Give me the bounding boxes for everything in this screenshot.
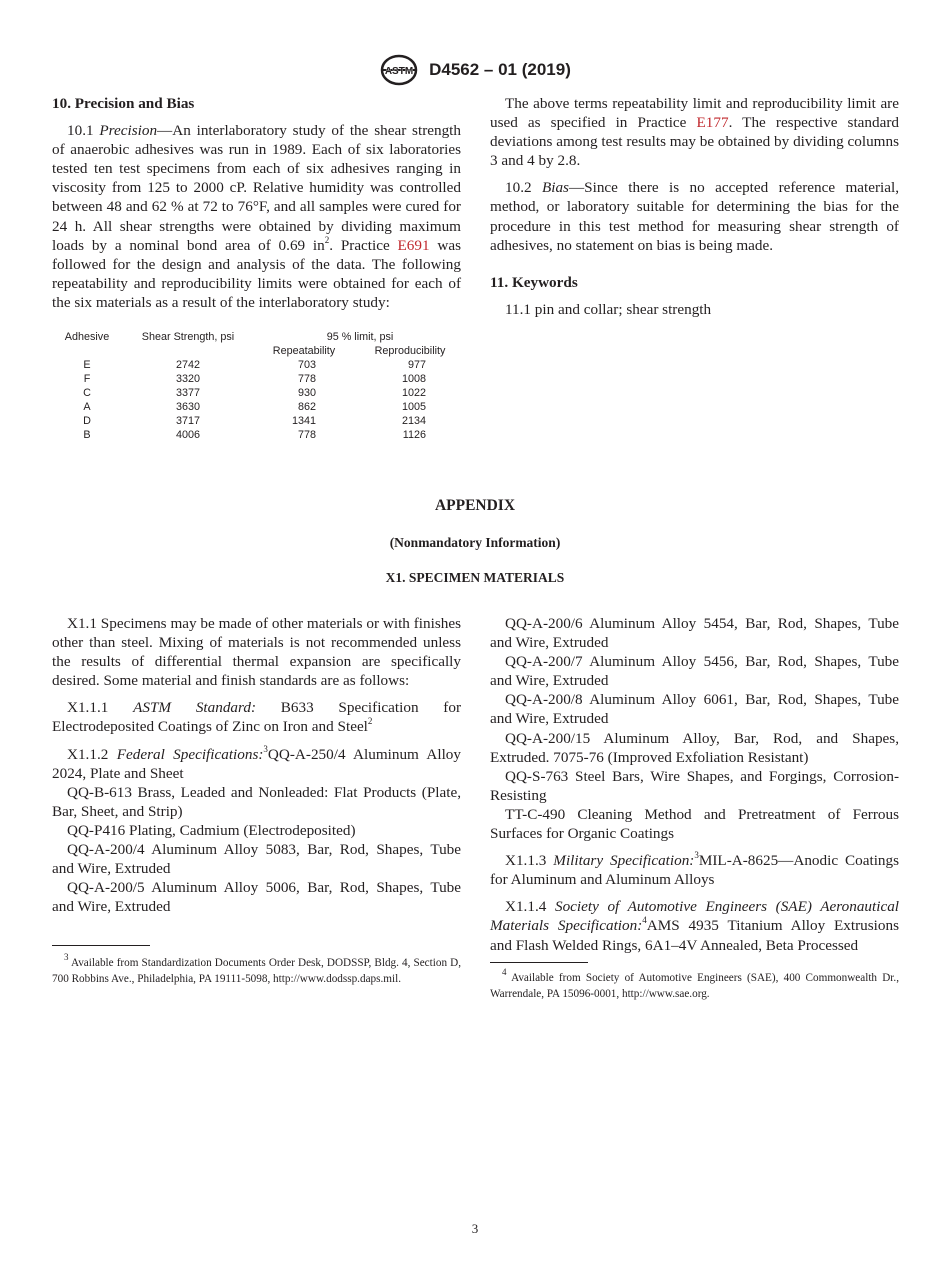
left-column-bottom xyxy=(52,614,461,916)
footnote-4: $^4$ Available from Society of Automotive Engineers (SAE), 400 Commonwealth Dr., Warrendale, PA 15096-0001, http://www.sae.org. xyxy=(490,967,899,1000)
table-cell-adhesive: C xyxy=(83,387,91,399)
table-cell-shear: 3717 xyxy=(175,415,201,427)
left-column-top xyxy=(52,94,461,312)
table-cell-repro: 2134 xyxy=(401,415,426,427)
table-cell-repro: 977 xyxy=(407,359,426,371)
paragraph-terms: The above terms repeatability limit and reproducibility limit are used as specified in Practice E177. The respective standard deviations among test results may be obtained by dividing columns 3 and 4 by 2.8. xyxy=(490,95,899,170)
page-number: 3 xyxy=(471,1221,479,1236)
table-cell-adhesive: D xyxy=(83,415,91,427)
precision-table xyxy=(52,330,466,442)
table-cell-adhesive: B xyxy=(83,429,91,441)
paragraph-11-1: 11.1 pin and collar; shear strength xyxy=(505,300,712,318)
right-column-bottom xyxy=(490,614,899,955)
table-cell-repro: 1126 xyxy=(402,429,426,441)
table-cell-adhesive: F xyxy=(83,373,91,385)
footnote-rule-right xyxy=(490,962,588,963)
list-item: QQ-A-200/15 Aluminum Alloy, Bar, Rod, and Shapes, Extruded. 7075-76 (Improved Exfoliation Resistant) xyxy=(490,729,899,766)
table-row xyxy=(52,414,466,428)
page-header xyxy=(0,54,950,86)
list-item: QQ-A-200/4 Aluminum Alloy 5083, Bar, Rod, Shapes, Tube and Wire, Extruded xyxy=(52,841,461,878)
table-row xyxy=(52,400,466,414)
header-shear: Shear Strength, psi xyxy=(141,331,235,343)
paragraph-x1-1-4: X1.1.4 Society of Automotive Engineers (SAE) Aeronautical Materials Specification:$^4$AMS 4935 Titanium Alloy Extrusions and Flash Welded Rings, 6A1–4V Annealed, Beta Processed xyxy=(490,898,900,954)
table-cell-repeat: 703 xyxy=(297,359,316,371)
astm-logo-icon xyxy=(379,54,419,86)
list-item: QQ-P416 Plating, Cadmium (Electrodeposited) xyxy=(67,821,356,839)
table-cell-adhesive: E xyxy=(83,359,91,371)
header-limit: 95 % limit, psi xyxy=(326,331,394,343)
paragraph-x1-1-1: X1.1.1 ASTM Standard: B633 Specification for Electrodeposited Coatings of Zinc on Iron and Steel$^2$ xyxy=(52,699,461,736)
table-row xyxy=(52,428,466,442)
section-heading-precision: 10. Precision and Bias xyxy=(52,95,195,112)
list-item: QQ-A-200/5 Aluminum Alloy 5006, Bar, Rod, Shapes, Tube and Wire, Extruded xyxy=(52,879,461,916)
paragraph-x1-1: X1.1 Specimens may be made of other materials or with finishes other than steel. Mixing of materials is not recommended unless the results of differential thermal expansion are specifically desired. Some material and finish standards are as follows: xyxy=(52,615,461,690)
list-item: QQ-S-763 Steel Bars, Wire Shapes, and Forgings, Corrosion-Resisting xyxy=(490,767,899,804)
appendix-section: X1. SPECIMEN MATERIALS xyxy=(385,570,565,585)
table-row xyxy=(52,372,466,386)
right-column-top xyxy=(490,94,899,319)
footnote-3: $^3$ Available from Standardization Documents Order Desk, DODSSP, Bldg. 4, Section D, 700 Robbins Ave., Philadelphia, PA 19111-5098, http://www.dodssp.daps.mil. xyxy=(52,952,461,985)
paragraph-10-2: 10.2 Bias—Since there is no accepted reference material, method, or laboratory suitable for determining the bias for the procedure in this test method for measuring shear strength of adhesives, no statement on bias is being made. xyxy=(490,179,900,254)
table-cell-adhesive: A xyxy=(83,401,91,413)
table-subheader-row xyxy=(52,344,466,358)
paragraph-x1-1-3: X1.1.3 Military Specification:$^3$MIL-A-8625—Anodic Coatings for Aluminum and Aluminum Alloys xyxy=(490,850,900,889)
list-item: TT-C-490 Cleaning Method and Pretreatment of Ferrous Surfaces for Organic Coatings xyxy=(490,805,899,843)
list-item: QQ-A-200/6 Aluminum Alloy 5454, Bar, Rod, Shapes, Tube and Wire, Extruded xyxy=(490,615,899,652)
table-cell-repeat: 778 xyxy=(297,373,316,385)
list-item: QQ-A-200/8 Aluminum Alloy 6061, Bar, Rod, Shapes, Tube and Wire, Extruded xyxy=(490,691,899,728)
appendix-title: APPENDIX xyxy=(434,497,516,514)
table-cell-repeat: 778 xyxy=(297,429,316,441)
table-cell-repro: 1005 xyxy=(401,401,426,413)
link-e691[interactable]: E691 xyxy=(397,236,430,254)
document-id: D4562 – 01 (2019) xyxy=(429,60,571,79)
table-cell-repeat: 930 xyxy=(297,387,316,399)
table-cell-shear: 3377 xyxy=(175,387,201,399)
link-e177[interactable]: E177 xyxy=(696,114,729,132)
table-cell-shear: 2742 xyxy=(175,359,201,371)
list-item: QQ-A-200/7 Aluminum Alloy 5456, Bar, Rod, Shapes, Tube and Wire, Extruded xyxy=(490,653,899,690)
svg-text:ASTM: ASTM xyxy=(384,66,414,77)
paragraph-10-1: 10.1 Precision—An interlaboratory study of the shear strength of anaerobic adhesives was run in 1989. Each of six laboratories tested ten test specimens from each of six adhesives ranging in viscosity from 125 to 2000 cP. Relative humidity was controlled between 48 and 62 % at 72 to 76°F, and all samples were cured for 24 h. All shear strengths were obtained by dividing maximum loads by a nominal bond area of 0.69 $in^2$. Practice E691 was followed for the design and analysis of the data. The following repeatability and reproducibility limits were obtained for each of the six materials as a result of the interlaboratory study: xyxy=(52,122,461,311)
header-adhesive: Adhesive xyxy=(64,331,110,343)
table-cell-shear: 4006 xyxy=(175,429,201,441)
table-cell-shear: 3320 xyxy=(175,373,201,385)
table-cell-repeat: 1341 xyxy=(291,415,316,427)
list-item: QQ-B-613 Brass, Leaded and Nonleaded: Flat Products (Plate, Bar, Sheet, and Strip) xyxy=(52,783,461,820)
footnote-rule-left xyxy=(52,945,150,946)
table-row xyxy=(52,386,466,400)
table-header-row xyxy=(52,330,466,344)
appendix-subtitle: (Nonmandatory Information) xyxy=(389,535,561,550)
paragraph-x1-1-2: X1.1.2 Federal Specifications:$^3$QQ-A-250/4 Aluminum Alloy 2024, Plate and Sheet xyxy=(52,743,461,782)
table-cell-repro: 1022 xyxy=(401,387,426,399)
header-repeatability: Repeatability xyxy=(272,345,336,357)
table-cell-repro: 1008 xyxy=(401,373,426,385)
table-cell-shear: 3630 xyxy=(175,401,201,413)
table-row xyxy=(52,358,466,372)
table-cell-repeat: 862 xyxy=(297,401,316,413)
section-heading-keywords: 11. Keywords xyxy=(490,273,578,291)
header-reproducibility: Reproducibility xyxy=(374,345,446,357)
